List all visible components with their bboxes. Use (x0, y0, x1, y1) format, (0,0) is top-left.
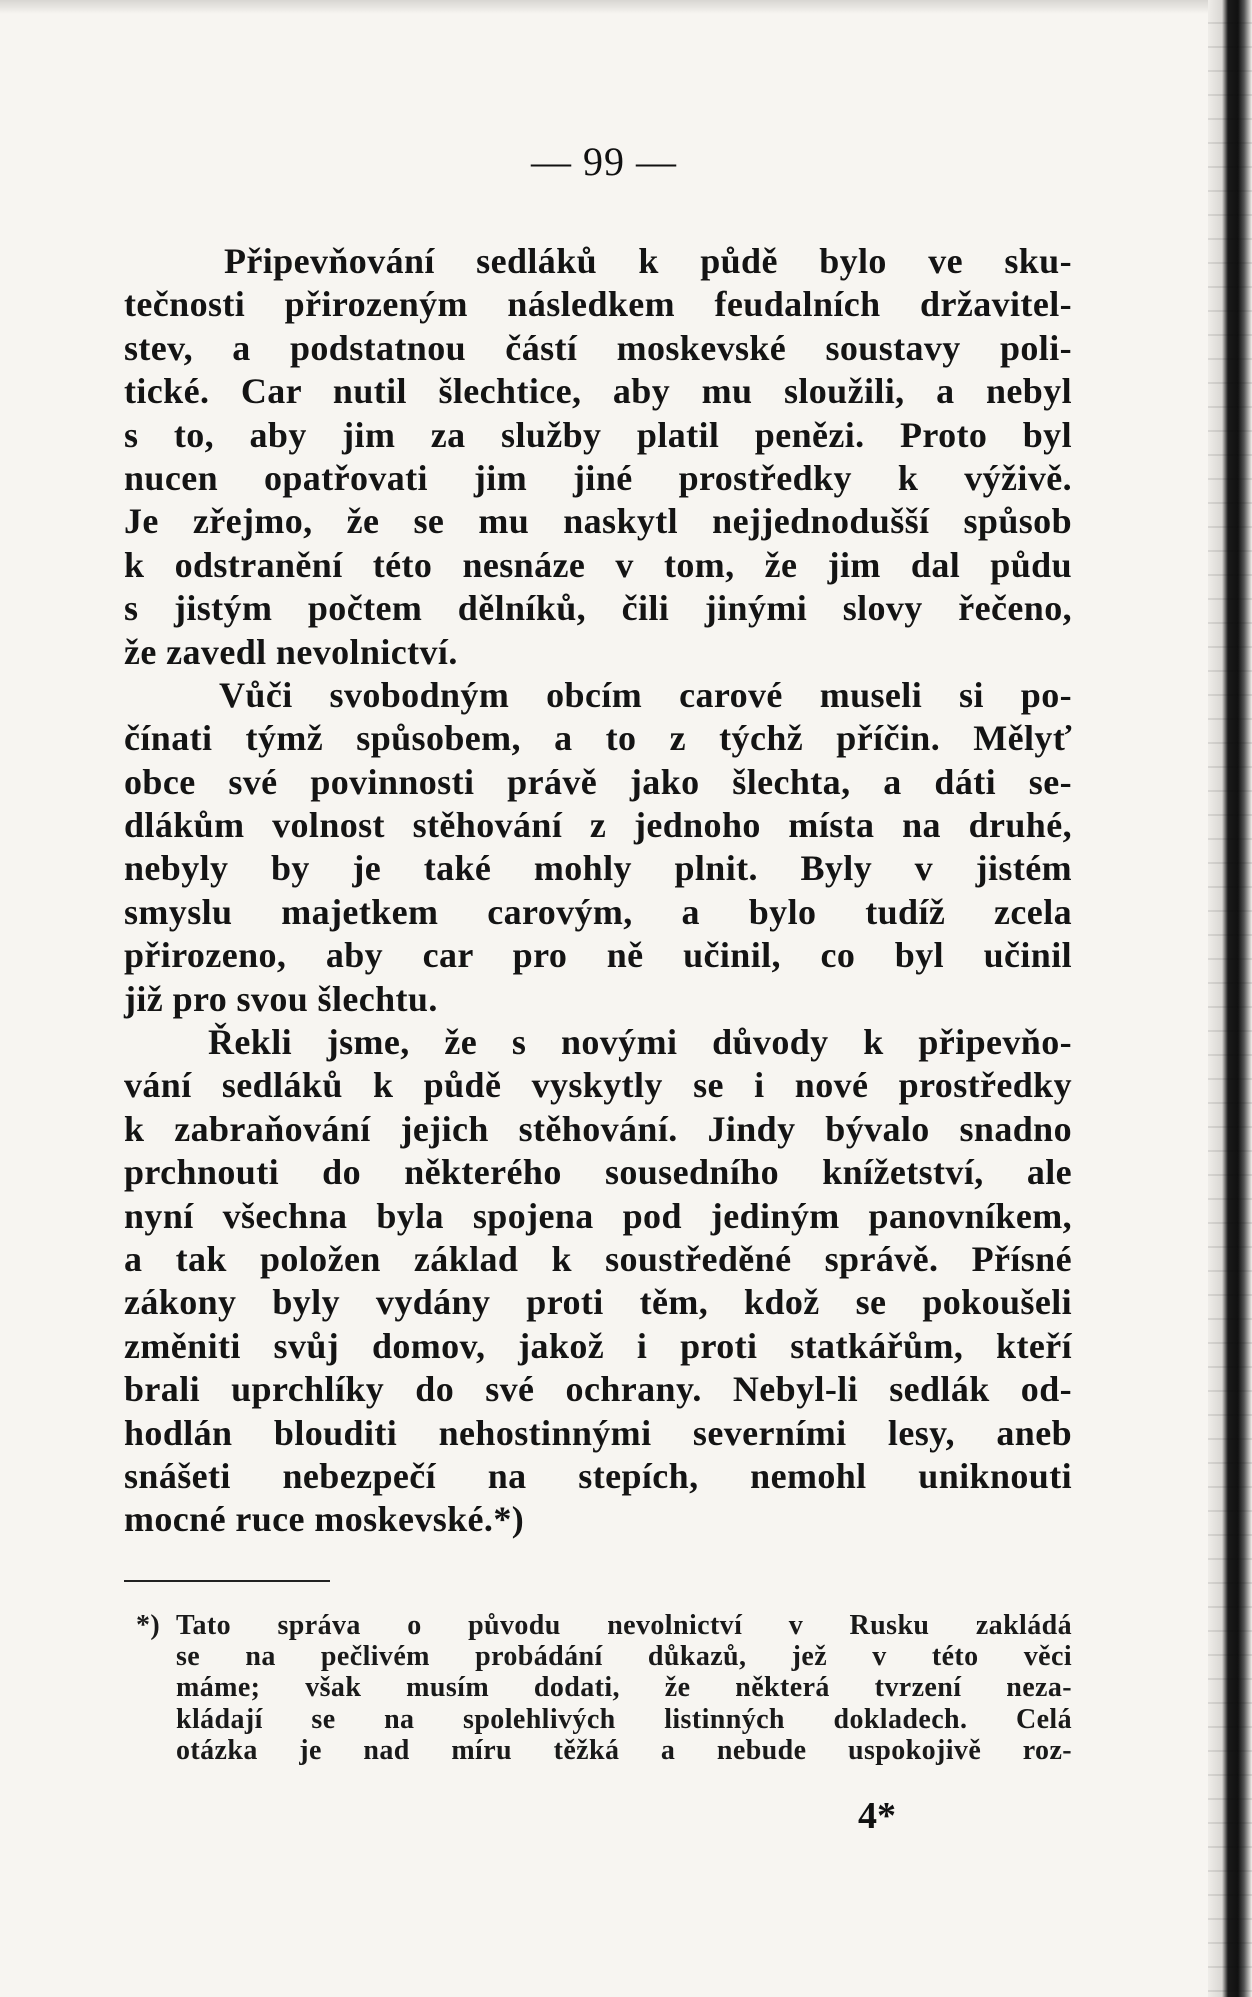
page-number-header: — 99 — (531, 139, 677, 184)
text-line: k zabraňování jejich stěhování. Jindy bývalo snadno (124, 1108, 1072, 1149)
text-line: nucen opatřovati jim jiné prostředky k výživě. (124, 457, 1072, 498)
text-line: dlákům volnost stěhování z jednoho místa na druhé, (124, 805, 1072, 846)
text-line: již pro svou šlechtu. (124, 978, 438, 1019)
footnote (136, 1610, 1072, 1766)
footnote-line: máme; však musím dodati, že některá tvrzení neza- (176, 1672, 1072, 1704)
text-line: vání sedláků k půdě vyskytly se i nové prostředky (124, 1065, 1072, 1106)
footnote-line: Tato správa o původu nevolnictví v Rusku zakládá (176, 1610, 1072, 1641)
text-line: nyní všechna byla spojena pod jediným panovníkem, (124, 1195, 1072, 1236)
text-line: brali uprchlíky do své ochrany. Nebyl-li sedlák od- (124, 1369, 1072, 1410)
footnote-line: se na pečlivém probádání důkazů, jež v této věci (176, 1641, 1072, 1673)
text-line: smyslu majetkem carovým, a bylo tudíž zcela (124, 891, 1072, 932)
text-line: obce své povinnosti právě jako šlechta, a dáti se- (124, 761, 1072, 802)
text-line: tečnosti přirozeným následkem feudalních državitel- (124, 284, 1072, 325)
text-line: Řekli jsme, že s novými důvody k připevňo- (208, 1022, 1072, 1063)
text-line: stev, a podstatnou částí moskevské soustavy poli- (124, 327, 1072, 368)
text-line: s to, aby jim za služby platil penězi. Proto byl (124, 414, 1072, 455)
text-line: nebyly by je také mohly plnit. Byly v jistém (124, 848, 1072, 889)
signature-mark: 4* (858, 1795, 896, 1837)
text-line: zákony byly vydány proti těm, kdož se pokoušeli (124, 1282, 1072, 1323)
page-top-edge (0, 0, 1208, 14)
page-binding-texture (1208, 0, 1252, 1997)
text-line: přirozeno, aby car pro ně učinil, co byl učinil (124, 935, 1072, 976)
text-line: Je zřejmo, že se mu naskytl nejjednodušší spůsob (124, 501, 1072, 542)
main-text (124, 240, 1072, 1542)
footnote-line: otázka je nad míru těžká a nebude uspokojivě roz- (176, 1734, 1072, 1766)
text-line: mocné ruce moskevské.*) (124, 1499, 525, 1540)
text-line: změniti svůj domov, jakož i proti statkářům, kteří (124, 1325, 1072, 1366)
text-line: hodlán blouditi nehostinnými severními lesy, aneb (124, 1412, 1072, 1453)
footnote-divider (124, 1580, 330, 1582)
text-line: prchnouti do některého sousedního knížetství, ale (124, 1152, 1072, 1193)
text-line: že zavedl nevolnictví. (124, 631, 458, 672)
text-line: s jistým počtem dělníků, čili jinými slovy řečeno, (124, 588, 1072, 629)
footnote-marker: *) (136, 1610, 161, 1641)
text-line: Připevňování sedláků k půdě bylo ve sku- (224, 241, 1072, 281)
text-line: Vůči svobodným obcím carové museli si po- (219, 674, 1072, 715)
text-line: k odstranění této nesnáze v tom, že jim dal půdu (124, 544, 1072, 585)
text-line: a tak položen základ k soustředěné správě. Přísné (124, 1238, 1072, 1279)
text-line: čínati týmž spůsobem, a to z týchž příčin. Mělyť (124, 718, 1072, 759)
footnote-line: kládají se na spolehlivých listinných dokladech. Celá (176, 1703, 1072, 1735)
text-line: tické. Car nutil šlechtice, aby mu sloužili, a nebyl (124, 371, 1072, 412)
text-line: snášeti nebezpečí na stepích, nemohl uniknouti (124, 1455, 1072, 1496)
